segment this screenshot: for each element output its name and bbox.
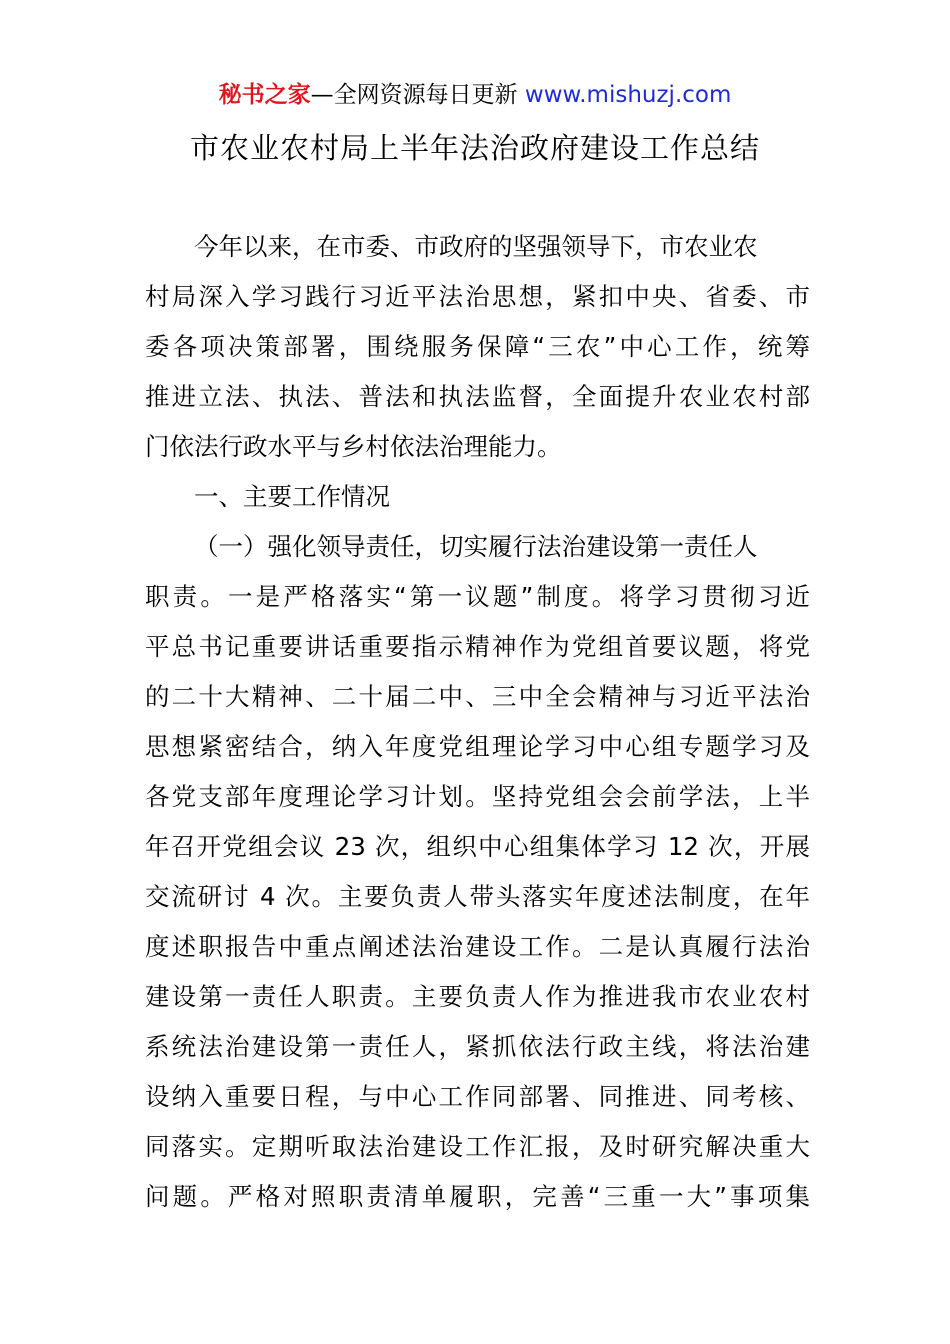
text-line: 平总书记重要讲话重要指示精神作为党组首要议题，将党: [145, 632, 810, 661]
text-line: 职责。一是严格落实“第一议题”制度。将学习贯彻习近: [145, 582, 810, 611]
text-line: 的二十大精神、二十届二中、三中全会精神与习近平法治: [145, 682, 810, 711]
text-line: 委各项决策部署，围绕服务保障“三农”中心工作，统筹: [145, 332, 810, 361]
subsection-heading: （一）强化领导责任，切实履行法治建设第一责任人: [194, 532, 758, 561]
site-header: [0, 78, 950, 112]
text-line: 今年以来，在市委、市政府的坚强领导下，市农业农: [194, 232, 758, 261]
site-url-link[interactable]: www.mishuzj.com: [524, 82, 732, 108]
text-line: 各党支部年度理论学习计划。坚持党组会会前学法，上半: [145, 782, 810, 811]
text-line: 建设第一责任人职责。主要负责人作为推进我市农业农村: [145, 982, 810, 1011]
text-line: 思想紧密结合，纳入年度党组理论学习中心组专题学习及: [145, 732, 810, 761]
text-line: 推进立法、执法、普法和执法监督，全面提升农业农村部: [145, 382, 810, 411]
text-line: 村局深入学习践行习近平法治思想，紧扣中央、省委、市: [145, 282, 810, 311]
section-heading: 一、主要工作情况: [194, 482, 390, 511]
text-line: 交流研讨 4 次。主要负责人带头落实年度述法制度，在年: [145, 882, 810, 911]
text-line: 系统法治建设第一责任人，紧抓依法行政主线，将法治建: [145, 1032, 810, 1061]
text-line: 问题。严格对照职责清单履职，完善“三重一大”事项集: [145, 1182, 810, 1211]
site-brand: 秘书之家: [218, 82, 311, 108]
document-title: 市农业农村局上半年法治政府建设工作总结: [189, 131, 760, 165]
text-line: 同落实。定期听取法治建设工作汇报，及时研究解决重大: [145, 1132, 810, 1161]
text-line: 门依法行政水平与乡村依法治理能力。: [145, 432, 562, 461]
text-line: 设纳入重要日程，与中心工作同部署、同推进、同考核、: [145, 1082, 810, 1111]
text-line: 度述职报告中重点阐述法治建设工作。二是认真履行法治: [145, 932, 810, 961]
site-tagline: —全网资源每日更新: [310, 82, 525, 108]
text-line: 年召开党组会议 23 次，组织中心组集体学习 12 次，开展: [145, 832, 810, 861]
document-body: [145, 222, 810, 1222]
